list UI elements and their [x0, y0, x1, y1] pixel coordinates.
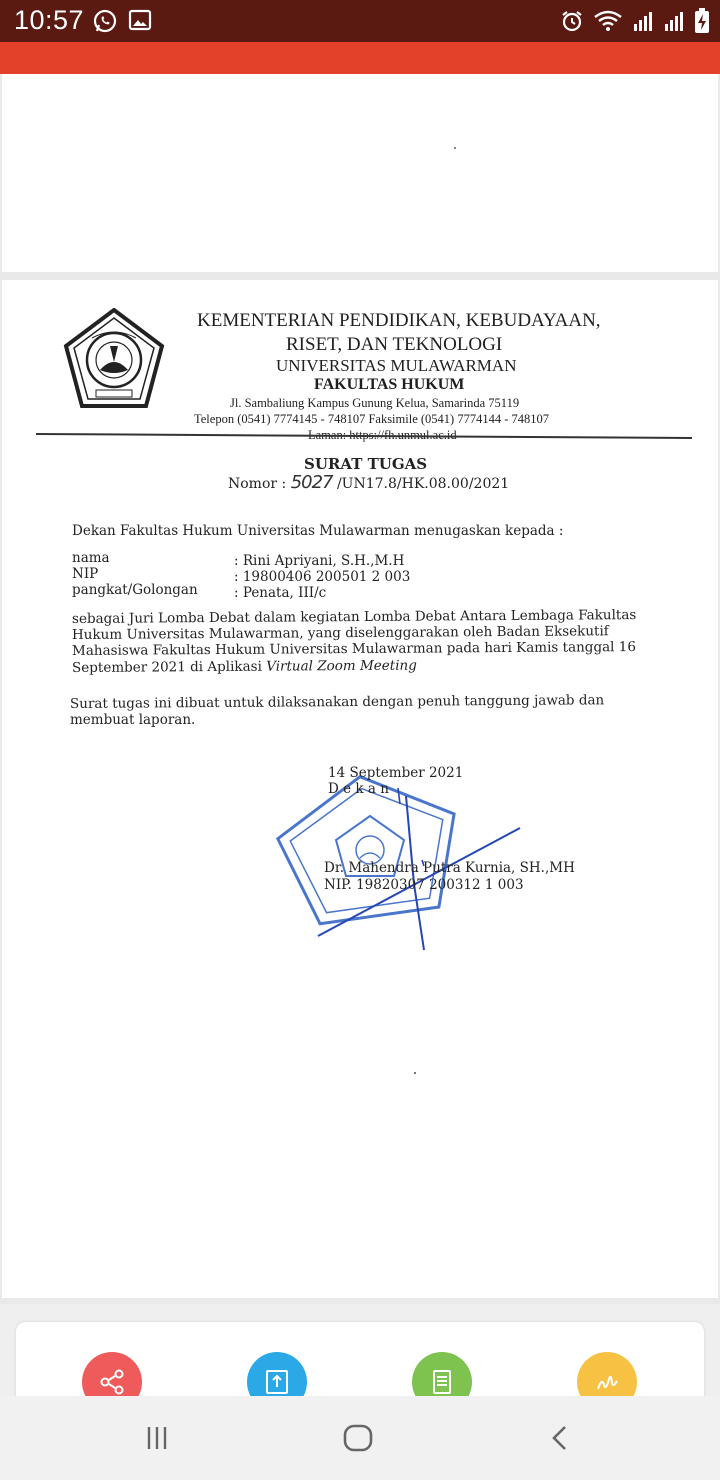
- app-bar: [0, 42, 720, 74]
- export-icon: [262, 1367, 292, 1397]
- field-label-nip: NIP: [72, 566, 99, 582]
- signal-icon: [663, 10, 685, 32]
- back-icon: [546, 1424, 574, 1452]
- body-line-4-text: September 2021 di Aplikasi: [71, 658, 267, 676]
- field-value-rank: : Penata, III/c: [234, 585, 327, 601]
- document-page: [2, 280, 718, 1298]
- navigation-bar: [0, 1396, 720, 1480]
- signature-date: 14 September 2021: [328, 765, 464, 781]
- back-button[interactable]: [540, 1418, 580, 1458]
- battery-charging-icon: [694, 8, 710, 34]
- university-logo: [62, 308, 166, 412]
- document-viewer[interactable]: [0, 74, 720, 1304]
- university-name: UNIVERSITAS MULAWARMAN: [276, 356, 517, 375]
- recents-button[interactable]: [137, 1418, 177, 1458]
- speck: [454, 147, 456, 149]
- body-line-4: [72, 658, 417, 676]
- status-time: 10:57: [14, 5, 85, 35]
- address: Jl. Sambaliung Kampus Gunung Kelua, Samarinda 75119: [230, 396, 520, 410]
- signer-nip: NIP. 19820307 200312 1 003: [324, 877, 524, 893]
- field-label-name: nama: [72, 550, 110, 566]
- body-line-1: sebagai Juri Lomba Debat dalam kegiatan Lomba Debat Antara Lembaga Fakultas: [71, 607, 637, 627]
- signal-icon: [632, 10, 654, 32]
- body-line-2: Hukum Universitas Mulawarman, yang diselenggarakan oleh Badan Eksekutif: [71, 623, 609, 643]
- document-icon: [427, 1367, 457, 1397]
- number-label: Nomor :: [228, 476, 287, 492]
- faculty-name: FAKULTAS HUKUM: [314, 376, 465, 393]
- ministry-line-2: RISET, DAN TEKNOLOGI: [286, 334, 503, 355]
- closing-line-2: membuat laporan.: [70, 712, 196, 728]
- home-button[interactable]: [338, 1418, 378, 1458]
- whatsapp-icon: [92, 8, 118, 34]
- share-icon: [97, 1367, 127, 1397]
- image-icon: [128, 8, 152, 32]
- body-line-4-italic: Virtual Zoom Meeting: [266, 657, 417, 675]
- speck: [414, 1072, 416, 1074]
- home-icon: [342, 1422, 374, 1454]
- number-handwritten: 5027: [290, 472, 333, 493]
- signature-icon: [592, 1367, 622, 1397]
- ministry-line-1: KEMENTERIAN PENDIDIKAN, KEBUDAYAAN,: [197, 310, 601, 331]
- field-value-nip: : 19800406 200501 2 003: [234, 569, 411, 585]
- alarm-icon: [560, 9, 584, 33]
- status-right-icons: [560, 8, 710, 34]
- status-left-icons: [92, 8, 152, 34]
- status-bar: [0, 0, 720, 42]
- previous-page: [2, 74, 718, 272]
- signer-name: Dr. Mahendra Putra Kurnia, SH.,MH: [324, 860, 575, 876]
- body-line-3: Mahasiswa Fakultas Hukum Universitas Mulawarman pada hari Kamis tanggal 16: [71, 639, 636, 659]
- wifi-icon: [593, 9, 623, 33]
- phone-fax: Telepon (0541) 7774145 - 748107 Faksimile (0541) 7774144 - 748107: [194, 412, 549, 426]
- field-label-rank: pangkat/Golongan: [72, 582, 198, 598]
- signature-role: D e k a n: [328, 781, 389, 797]
- field-value-name: : Rini Apriyani, S.H.,M.H: [234, 553, 405, 569]
- intro-text: Dekan Fakultas Hukum Universitas Mulawarman menugaskan kepada :: [72, 523, 564, 539]
- closing-line-1: Surat tugas ini dibuat untuk dilaksanakan dengan penuh tanggung jawab dan: [69, 692, 605, 712]
- number-rest: /UN17.8/HK.08.00/2021: [336, 476, 510, 492]
- letter-title: SURAT TUGAS: [304, 455, 428, 473]
- letter-number: [228, 472, 509, 493]
- recents-icon: [143, 1424, 171, 1452]
